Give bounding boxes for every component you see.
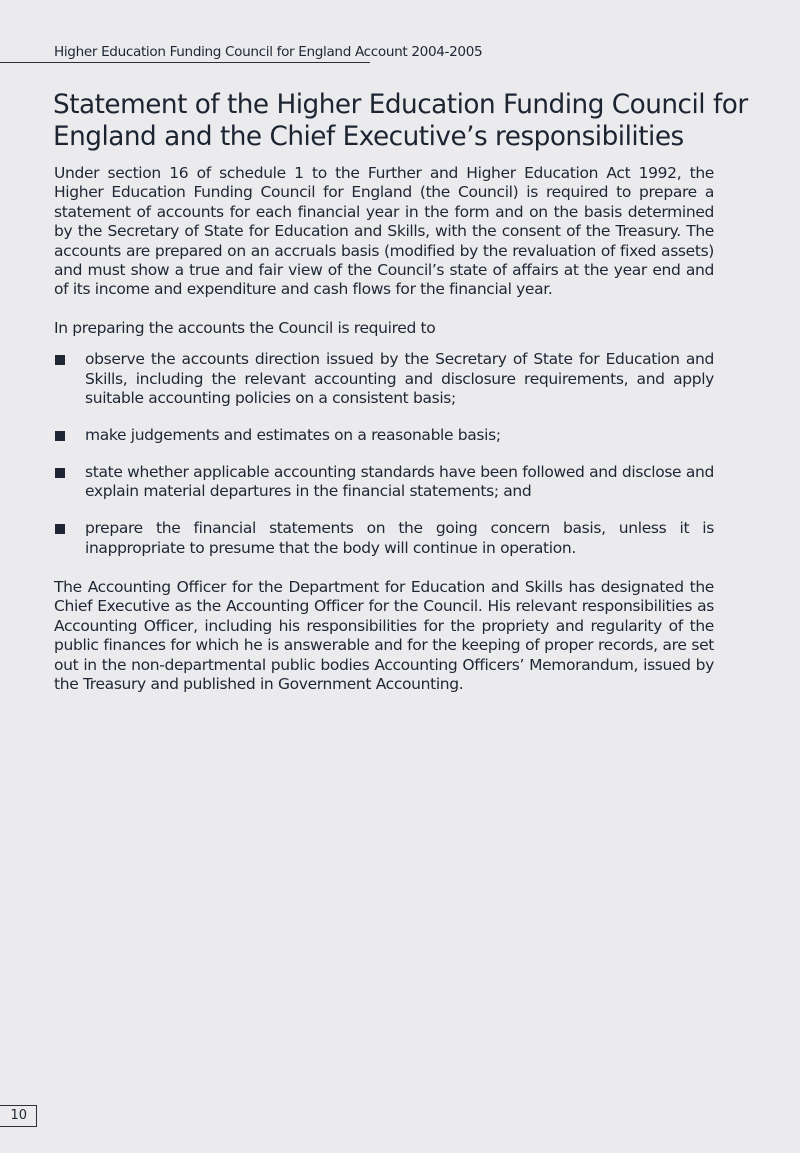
square-bullet-icon [55, 355, 65, 365]
running-header [0, 0, 483, 63]
requirement-text: prepare the financial statements on the going concern basis, unless it is inappropriate to presume that the body will continue in operation. [85, 519, 714, 557]
square-bullet-icon [55, 431, 65, 441]
page-number: 10 [0, 1105, 37, 1127]
statutory-basis-paragraph: Under section 16 of schedule 1 to the Further and Higher Education Act 1992, the Higher Education Funding Council for England (the Council) is required to prepare a statement of accounts for each financial year in the form and on the basis determined by the Secretary of State for Education and Skills, with the consent of the Treasury. The accounts are prepared on an accruals basis (modified by the revaluation of fixed assets) and must show a true and fair view of the Council’s state of affairs at the year end and of its income and expenditure and cash flows for the financial year. [54, 164, 714, 299]
requirement-text: state whether applicable accounting standards have been followed and disclose and explain material departures in the financial statements; and [85, 462, 714, 501]
square-bullet-icon [55, 524, 65, 534]
running-header-title: Higher Education Funding Council for England Account 2004-2005 [54, 44, 483, 60]
requirement-item [54, 426, 714, 445]
requirement-text: make judgements and estimates on a reasonable basis; [85, 425, 501, 444]
requirements-list [54, 350, 714, 558]
accounting-officer-paragraph: The Accounting Officer for the Department for Education and Skills has designated the Chief Executive as the Accounting Officer for the Council. His relevant responsibilities as Accounting Officer, including his responsibilities for the propriety and regularity of the public finances for which he is answerable and for the keeping of proper records, are set out in the non-departmental public bodies Accounting Officers’ Memorandum, issued by the Treasury and published in Government Accounting. [54, 578, 714, 694]
requirement-item [54, 463, 714, 502]
document-body [54, 164, 714, 713]
requirement-text: observe the accounts direction issued by the Secretary of State for Education and Skills, including the relevant accounting and disclosure requirements, and apply suitable accounting policies on a consistent basis; [85, 350, 714, 408]
requirements-intro: In preparing the accounts the Council is required to [54, 318, 436, 337]
page-title: Statement of the Higher Education Funding Council for England and the Chief Executive’s responsibilities [53, 90, 748, 152]
requirement-item [54, 519, 714, 558]
square-bullet-icon [55, 468, 65, 478]
requirement-item [54, 350, 714, 408]
